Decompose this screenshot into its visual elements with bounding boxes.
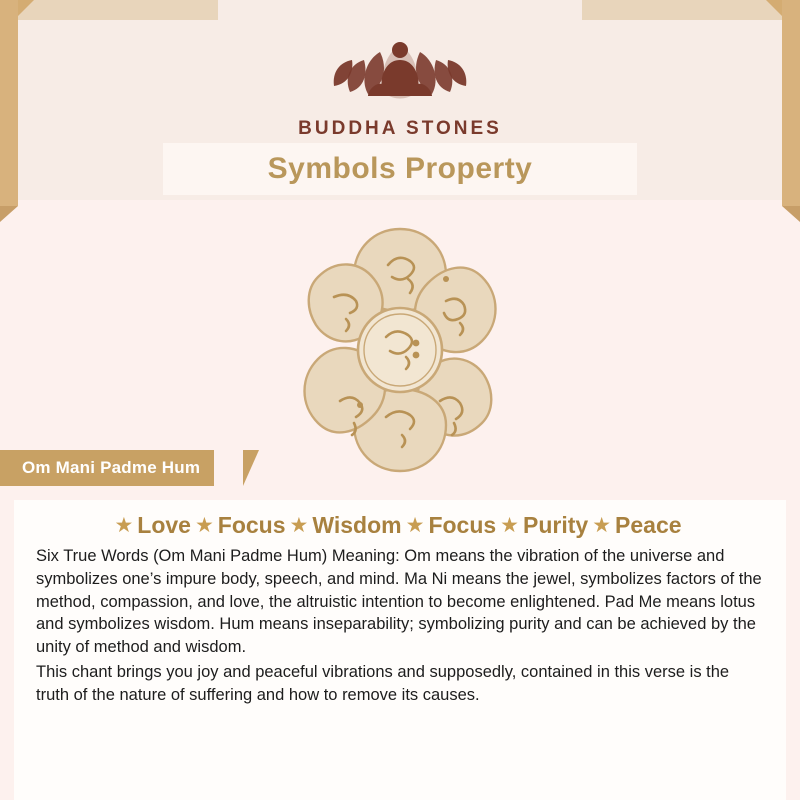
star-icon: ★ (405, 514, 425, 537)
om-mani-padme-hum-lotus-mandala-icon (250, 205, 550, 495)
brand-name: BUDDHA STONES (298, 118, 502, 139)
description-paragraph-1: Six True Words (Om Mani Padme Hum) Meaning: Om means the vibration of the universe and symbolizes one’s impure body, speech, and mind. Ma Ni means the jewel, symbolizes factors of the method, compassion, and love, the altruistic intention to become enlightened. Pad Me means lotus and symbolizes wisdom. Hum means inseparability; symbolizing purity and can be achieved by the unity of method and wisdom. (36, 547, 762, 657)
lotus-meditation-figure-icon (310, 22, 490, 114)
description-text (14, 539, 786, 706)
chant-tag-label: Om Mani Padme Hum (22, 458, 201, 477)
title-plate (163, 143, 637, 195)
top-ribbon-right (582, 0, 782, 20)
keyword-item: Purity (523, 512, 589, 538)
star-icon: ★ (500, 514, 519, 537)
keyword-item: Focus (217, 512, 286, 538)
chant-tag-notch (243, 450, 259, 486)
keyword-list (14, 500, 786, 539)
keyword-item: Peace (615, 512, 682, 538)
page-title: Symbols Property (267, 152, 533, 185)
chant-tag (0, 450, 214, 486)
keyword-item: Focus (428, 512, 497, 538)
top-ribbon-left (18, 0, 218, 20)
description-paragraph-2: This chant brings you joy and peaceful vibrations and supposedly, contained in this verse is the truth of the nature of suffering and how to remove its causes. (36, 662, 730, 704)
brand-logo (0, 22, 800, 140)
star-icon: ★ (194, 514, 214, 537)
keyword-item: Love (137, 512, 191, 538)
star-icon: ★ (289, 514, 309, 537)
star-icon: ★ (114, 514, 134, 537)
keyword-item: Wisdom (312, 512, 402, 538)
star-icon: ★ (592, 514, 612, 537)
description-panel (14, 500, 786, 800)
